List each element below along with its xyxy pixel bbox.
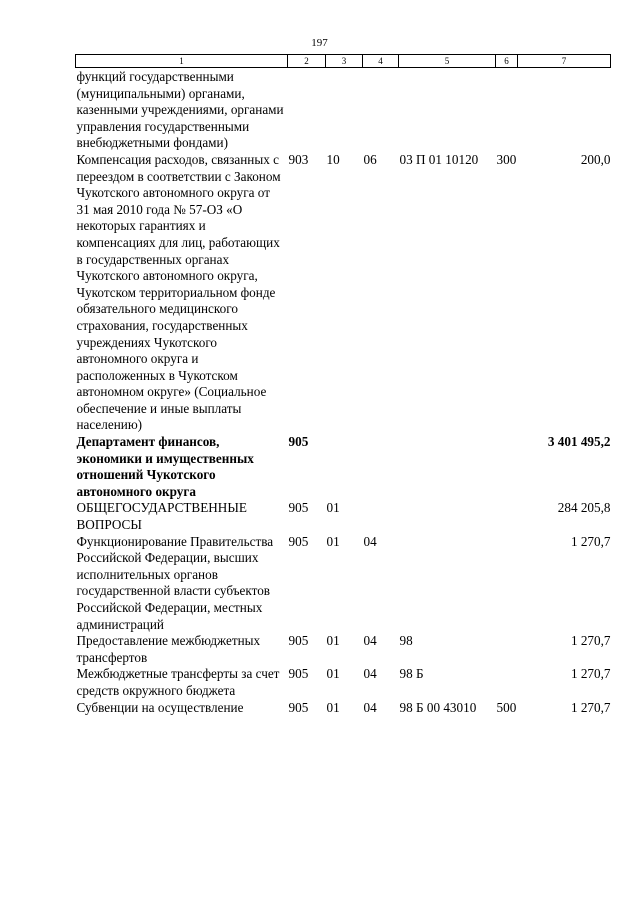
row-subsection-code-cell: 04 [363, 699, 377, 715]
row-admin-code-cell [288, 68, 326, 152]
row-admin-code-cell: 905 [288, 633, 309, 649]
row-expense-type-cell [496, 534, 518, 634]
budget-table [75, 54, 611, 716]
row-subsection-code-cell [363, 500, 399, 533]
row-section-code-cell: 01 [326, 633, 340, 649]
row-target-code-cell: 03 П 01 10120 [399, 151, 479, 167]
row-target-code-cell: 98 Б [399, 666, 424, 682]
table-row [76, 152, 611, 434]
table-row [76, 68, 611, 152]
row-expense-type-cell: 300 [496, 151, 517, 167]
row-expense-type-cell [496, 68, 518, 152]
row-admin-code-cell: 905 [288, 699, 309, 715]
row-name-cell: Функционирование Правительства Российской Федерации, высших исполнительных органов государственной власти субъектов Российской Федерации, местных администраций [76, 533, 274, 632]
row-admin-code-cell: 905 [288, 666, 309, 682]
row-target-code-cell: 98 Б 00 43010 [399, 699, 477, 715]
row-subsection-code-cell: 04 [363, 533, 377, 549]
column-number-2: 2 [288, 55, 326, 68]
row-subsection-code-cell: 04 [363, 633, 377, 649]
row-target-code-cell: 98 [399, 633, 413, 649]
row-amount-cell: 200,0 [580, 151, 611, 167]
row-section-code-cell: 10 [326, 151, 340, 167]
row-amount-cell: 1 270,7 [570, 699, 611, 715]
table-row [76, 666, 611, 699]
row-expense-type-cell [496, 434, 518, 500]
table-row [76, 434, 611, 500]
row-name-cell: ОБЩЕГОСУДАРСТВЕННЫЕ ВОПРОСЫ [76, 500, 247, 533]
row-section-code-cell: 01 [326, 699, 340, 715]
row-subsection-code-cell [363, 434, 399, 500]
table-body [76, 68, 611, 717]
row-target-code-cell [399, 434, 496, 500]
row-expense-type-cell [496, 500, 518, 533]
table-row [76, 633, 611, 666]
row-section-code-cell: 01 [326, 666, 340, 682]
row-target-code-cell [399, 500, 496, 533]
row-section-code-cell: 01 [326, 500, 340, 516]
row-subsection-code-cell: 04 [363, 666, 377, 682]
row-amount-cell: 1 270,7 [570, 533, 611, 549]
row-amount-cell: 1 270,7 [570, 666, 611, 682]
column-number-7: 7 [518, 55, 611, 68]
row-admin-code-cell: 903 [288, 151, 309, 167]
column-number-6: 6 [496, 55, 518, 68]
table-header [76, 55, 611, 68]
page-number: 197 [311, 37, 328, 49]
row-expense-type-cell: 500 [496, 699, 517, 715]
column-number-1: 1 [76, 55, 288, 68]
row-admin-code-cell: 905 [288, 500, 309, 516]
row-section-code-cell: 01 [326, 533, 340, 549]
row-name-cell: Субвенции на осуществление [76, 699, 244, 715]
row-name-cell: Компенсация расходов, связанных с переездом в соответствии с Законом Чукотского автономного округа от 31 мая 2010 года № 57-ОЗ «О некоторых гарантиях и компенсациях для лиц, работающих в государственных органах Чукотского автономного округа, Чукотском территориальном фонде обязательного медицинского страхования, государственных учреждениях Чукотского автономного округа и расположенных в Чукотском автономном округе» (Социальное обеспечение и иные выплаты населению) [76, 151, 281, 433]
row-subsection-code-cell [363, 68, 399, 152]
row-expense-type-cell [496, 633, 518, 666]
row-name-cell: Межбюджетные трансферты за счет средств окружного бюджета [76, 666, 280, 698]
row-admin-code-cell: 905 [288, 533, 309, 549]
row-target-code-cell [399, 68, 496, 152]
row-expense-type-cell [496, 666, 518, 699]
row-amount-cell: 3 401 495,2 [547, 434, 611, 450]
row-amount-cell [518, 68, 611, 152]
row-target-code-cell [399, 534, 496, 634]
row-amount-cell: 1 270,7 [570, 633, 611, 649]
column-number-4: 4 [363, 55, 399, 68]
row-section-code-cell [326, 68, 363, 152]
row-name-cell: Предоставление межбюджетных трансфертов [76, 633, 261, 665]
row-section-code-cell [326, 434, 363, 500]
row-name-cell: Департамент финансов, экономики и имущественных отношений Чукотского автономного округа [76, 434, 254, 499]
table-row [76, 534, 611, 634]
table-row [76, 700, 611, 717]
row-amount-cell: 284 205,8 [557, 500, 611, 516]
column-number-5: 5 [399, 55, 496, 68]
row-subsection-code-cell: 06 [363, 151, 377, 167]
row-name-cell: функций государственными (муниципальными) органами, казенными учреждениями, органами управления государственными внебюджетными фондами) [76, 69, 284, 151]
column-number-3: 3 [326, 55, 363, 68]
table-row [76, 500, 611, 533]
row-admin-code-cell: 905 [288, 434, 309, 450]
